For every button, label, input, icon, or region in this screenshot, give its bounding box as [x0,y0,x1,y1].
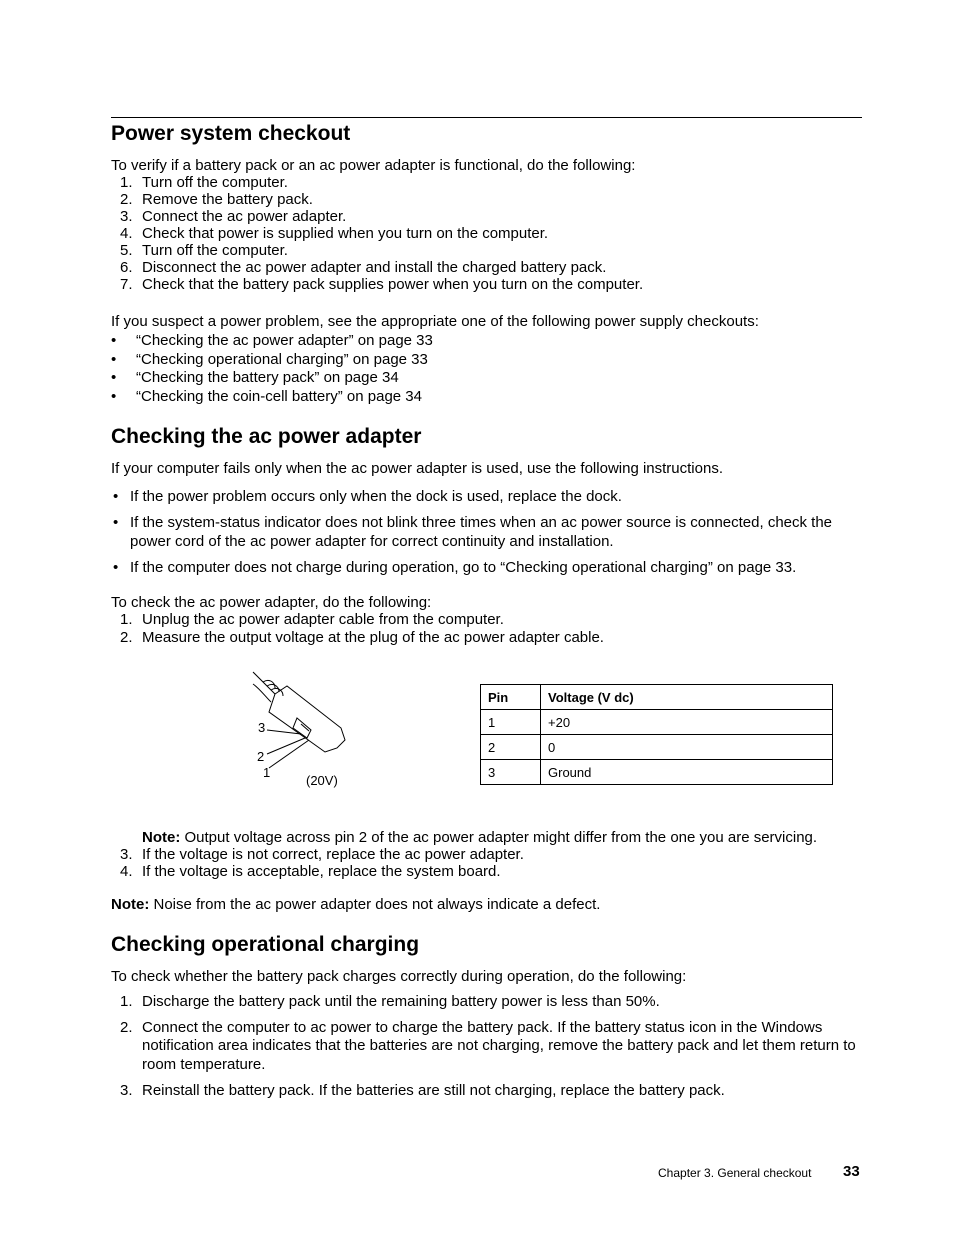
list-item: 2. Measure the output voltage at the plug of the ac power adapter cable. [120,629,604,646]
adapter-note: Note: Output voltage across pin 2 of the ac power adapter might differ from the one you are servicing. [142,829,818,846]
list-item: 3. Reinstall the battery pack. If the batteries are still not charging, replace the battery pack. [120,1081,725,1099]
plug-body [269,686,345,752]
footer-chapter: Chapter 3. General checkout [658,1166,812,1180]
list-item: 1. Turn off the computer. [120,174,288,191]
list-item: 4. Check that power is supplied when you turn on the computer. [120,225,549,242]
list-item: 3. Connect the ac power adapter. [120,208,347,225]
table-cell: Ground [541,760,833,785]
section-title-checking-operational-charging: Checking operational charging [111,933,420,956]
table-cell: 2 [481,735,541,760]
cross-reference-link[interactable]: • “Checking operational charging” on page 33 [111,350,428,368]
list-item: • If the system-status indicator does not blink three times when an ac power source is connected, check the power cord of the ac power adapter for correct continuity and installation. [113,514,833,550]
table-row [481,735,833,760]
list-item: 7. Check that the battery pack supplies power when you turn on the computer. [120,276,644,293]
power-suspect-text: If you suspect a power problem, see the appropriate one of the following power supply checkouts: [111,313,759,330]
list-item: 3. If the voltage is not correct, replace the ac power adapter. [120,846,524,863]
list-item: 1. Discharge the battery pack until the remaining battery power is less than 50%. [120,993,660,1010]
pin-voltage-table [480,684,833,785]
adapter-steps-after-list [111,846,862,880]
list-item: • If the power problem occurs only when the dock is used, replace the dock. [113,488,622,505]
charging-steps-list [111,993,862,1101]
pin-label-2: 2 [257,749,265,764]
adapter-steps-list [111,611,862,647]
pin-label-1: 1 [263,765,271,780]
list-item: 4. If the voltage is acceptable, replace the system board. [120,863,501,880]
adapter-check-intro: To check the ac power adapter, do the following: [111,594,432,611]
page-number: 33 [843,1163,860,1180]
list-item: 2. Remove the battery pack. [120,191,313,208]
column-header-pin: Pin [481,685,541,710]
adapter-bullets-list [111,488,862,576]
cross-reference-link[interactable]: • “Checking the battery pack” on page 34 [111,369,399,387]
list-item: 6. Disconnect the ac power adapter and install the charged battery pack. [120,259,607,276]
table-cell: +20 [541,710,833,735]
section-title-power-system-checkout: Power system checkout [111,122,351,145]
table-cell: 1 [481,710,541,735]
cable-line [253,672,275,694]
section-title-checking-ac-power-adapter: Checking the ac power adapter [111,425,422,448]
column-header-voltage: Voltage (V dc) [541,685,833,710]
charging-intro: To check whether the battery pack charges correctly during operation, do the following: [111,968,687,985]
voltage-label: (20V) [306,773,338,788]
cross-reference-link[interactable]: • “Checking the coin-cell battery” on page 34 [111,388,422,406]
power-steps-list [111,174,862,293]
table-row [481,760,833,785]
table-row [481,710,833,735]
adapter-intro: If your computer fails only when the ac power adapter is used, use the following instructions. [111,460,723,477]
list-item: 5. Turn off the computer. [120,242,288,259]
adapter-note-2: Note: Noise from the ac power adapter does not always indicate a defect. [111,896,601,913]
list-item: 2. Connect the computer to ac power to charge the battery pack. If the battery status icon in the Windows notification area indicates that the batteries are not charging, remove the battery pack and let them return to room temperature. [120,1018,856,1074]
power-intro: To verify if a battery pack or an ac power adapter is functional, do the following: [111,157,636,174]
header-rule [111,117,862,118]
table-cell: 0 [541,735,833,760]
pin-label-3: 3 [258,720,266,735]
list-item: • If the computer does not charge during operation, go to “Checking operational charging” on page 33. [113,559,797,576]
list-item: 1. Unplug the ac power adapter cable from the computer. [120,611,504,628]
cross-reference-link[interactable]: • “Checking the ac power adapter” on page 33 [111,332,433,349]
ac-adapter-plug-diagram [245,668,355,794]
table-cell: 3 [481,760,541,785]
power-links-list [111,332,862,407]
table-header-row [481,685,833,710]
